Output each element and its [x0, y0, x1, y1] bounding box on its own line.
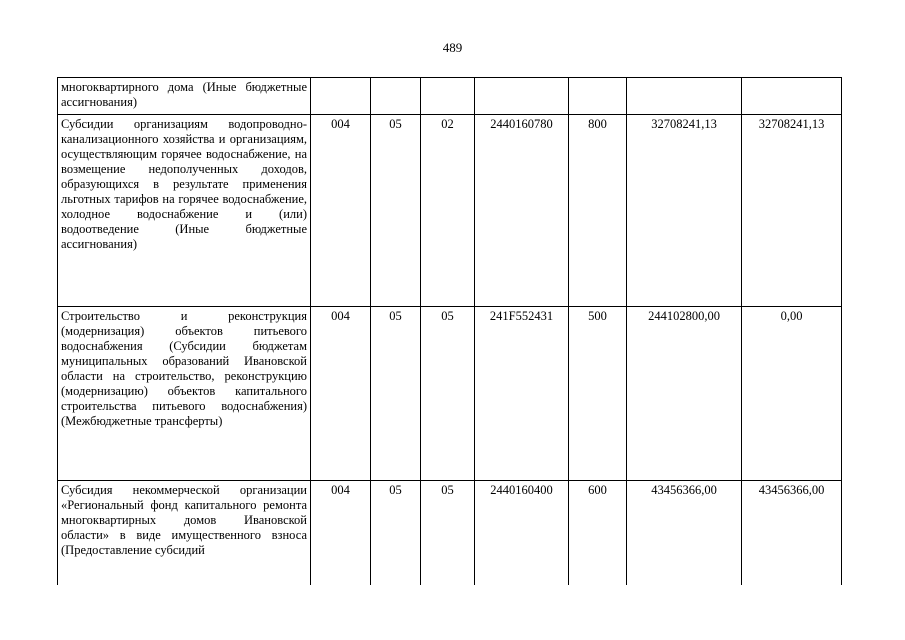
table-row	[58, 115, 842, 307]
sum-1: 32708241,13	[627, 115, 742, 307]
target-article-code: 2440160780	[475, 115, 569, 307]
table-row	[58, 481, 842, 585]
sum-2	[742, 78, 842, 115]
expense-type-code	[569, 78, 627, 115]
section-code: 05	[371, 115, 421, 307]
row-description: Субсидии организациям водопроводно-канализационного хозяйства и организациям, осуществляющим горячее водоснабжение, на возмещение недополученных доходов, образующихся в результате применения льготных тарифов на горячее водоснабжение, холодное водоснабжение и (или) водоотведение (Иные бюджетные ассигнования)	[58, 115, 311, 307]
row-description: Строительство и реконструкция (модернизация) объектов питьевого водоснабжения (Субсидии бюджетам муниципальных образований Ивановской области на строительство, реконструкцию (модернизацию) объектов капитального строительства питьевого водоснабжения) (Межбюджетные трансферты)	[58, 307, 311, 481]
subsection-code: 05	[421, 307, 475, 481]
sum-2: 43456366,00	[742, 481, 842, 585]
sum-1: 43456366,00	[627, 481, 742, 585]
grbs-code: 004	[311, 481, 371, 585]
table-row	[58, 78, 842, 115]
grbs-code: 004	[311, 307, 371, 481]
grbs-code: 004	[311, 115, 371, 307]
section-code: 05	[371, 307, 421, 481]
row-description: Субсидия некоммерческой организации «Региональный фонд капитального ремонта многоквартирных домов Ивановской области» в виде имущественного взноса (Предоставление субсидий	[58, 481, 311, 585]
subsection-code: 05	[421, 481, 475, 585]
grbs-code	[311, 78, 371, 115]
sum-1	[627, 78, 742, 115]
page-number: 489	[442, 40, 463, 55]
expense-type-code: 600	[569, 481, 627, 585]
budget-table	[57, 77, 842, 585]
sum-1: 244102800,00	[627, 307, 742, 481]
row-description: многоквартирного дома (Иные бюджетные ассигнования)	[58, 78, 311, 115]
table-row	[58, 307, 842, 481]
expense-type-code: 800	[569, 115, 627, 307]
sum-2: 32708241,13	[742, 115, 842, 307]
section-code	[371, 78, 421, 115]
subsection-code: 02	[421, 115, 475, 307]
target-article-code: 241F552431	[475, 307, 569, 481]
section-code: 05	[371, 481, 421, 585]
expense-type-code: 500	[569, 307, 627, 481]
subsection-code	[421, 78, 475, 115]
target-article-code: 2440160400	[475, 481, 569, 585]
target-article-code	[475, 78, 569, 115]
sum-2: 0,00	[742, 307, 842, 481]
